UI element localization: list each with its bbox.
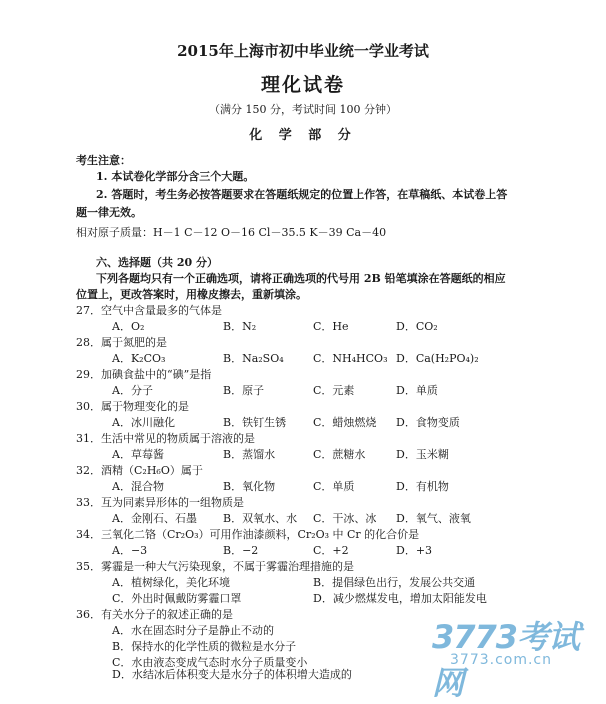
question-stem: 33．互为同素异形体的一组物质是 (76, 496, 244, 509)
question-stem: 35．雾霾是一种大气污染现象，不属于雾霾治理措施的是 (76, 560, 354, 573)
notice-item-1: 1. 本试卷化学部分含三个大题。 (96, 170, 255, 183)
question-option: B．蒸馏水 (223, 448, 276, 461)
section-instruction: 下列各题均只有一个正确选项，请将正确选项的代号用 2B 铅笔填涂在答题纸的相应 (96, 272, 506, 285)
question-option: C．水由液态变成气态时水分子质量变小 (112, 656, 308, 669)
question-option: D．有机物 (396, 480, 449, 493)
question-option: C．蔗糖水 (313, 448, 366, 461)
question-option: C．干冰、冰 (313, 512, 377, 525)
notice-heading: 考生注意： (76, 154, 131, 167)
section-instruction-cont: 位置上，更改答案时，用橡皮擦去，重新填涂。 (76, 288, 307, 301)
question-option: D．CO₂ (396, 320, 438, 333)
question-option: A．植树绿化，美化环境 (112, 576, 230, 589)
question-option: A．K₂CO₃ (112, 352, 166, 365)
question-option: B．提倡绿色出行，发展公共交通 (313, 576, 476, 589)
question-stem: 31．生活中常见的物质属于溶液的是 (76, 432, 255, 445)
question-option: D．食物变质 (396, 416, 460, 429)
question-option: A．金刚石、石墨 (112, 512, 197, 525)
question-option: A．O₂ (112, 320, 145, 333)
question-option: D．减少燃煤发电，增加太阳能发电 (313, 592, 487, 605)
exam-title: 2015年上海市初中毕业统一学业考试 (177, 42, 429, 60)
score-note: （满分 150 分，考试时间 100 分钟） (209, 103, 397, 116)
question-stem: 36．有关水分子的叙述正确的是 (76, 608, 233, 621)
question-stem: 30．属于物理变化的是 (76, 400, 189, 413)
notice-item-2: 2. 答题时，考生务必按答题要求在答题纸规定的位置上作答，在草稿纸、本试卷上答 (96, 188, 508, 201)
question-stem: 29．加碘食盐中的“碘”是指 (76, 368, 212, 381)
atomic-mass-line: 相对原子质量：H－1 C－12 O－16 Cl－35.5 K－39 Ca－40 (76, 226, 387, 239)
question-option: D．玉米糊 (396, 448, 449, 461)
question-option: B．原子 (223, 384, 265, 397)
question-option: B．氧化物 (223, 480, 276, 493)
question-option: B．−2 (223, 544, 259, 557)
section-title: 化 学 部 分 (249, 128, 357, 143)
question-option: A．分子 (112, 384, 153, 397)
watermark-url: 3773.com.cn (450, 652, 552, 668)
question-option: C．NH₄HCO₃ (313, 352, 388, 365)
paper-title: 理化试卷 (260, 74, 345, 96)
question-option: D．水结冰后体积变大是水分子的体积增大造成的 (112, 668, 352, 681)
question-stem: 27．空气中含量最多的气体是 (76, 304, 222, 317)
question-option: B．铁钉生锈 (223, 416, 287, 429)
question-option: B．双氧水、水 (223, 512, 298, 525)
question-option: D．单质 (396, 384, 438, 397)
site-watermark (432, 612, 602, 702)
question-option: C．单质 (313, 480, 355, 493)
section-heading: 六、选择题（共 20 分） (96, 256, 218, 269)
question-stem: 28．属于氮肥的是 (76, 336, 167, 349)
watermark-brand: 3773考试网 (432, 618, 580, 702)
question-option: A．草莓酱 (112, 448, 164, 461)
question-stem: 34．三氧化二铬（Cr₂O₃）可用作油漆颜料，Cr₂O₃ 中 Cr 的化合价是 (76, 528, 420, 541)
question-option: D．Ca(H₂PO₄)₂ (396, 352, 479, 365)
question-option: A．冰川融化 (112, 416, 175, 429)
question-option: B．N₂ (223, 320, 257, 333)
question-option: A．水在固态时分子是静止不动的 (112, 624, 274, 637)
question-option: C．蜡烛燃烧 (313, 416, 377, 429)
question-option: D．+3 (396, 544, 433, 557)
question-option: B．保持水的化学性质的微粒是水分子 (112, 640, 297, 653)
question-stem: 32．酒精（C₂H₆O）属于 (76, 464, 203, 477)
question-option: B．Na₂SO₄ (223, 352, 284, 365)
question-option: D．氧气、液氧 (396, 512, 471, 525)
question-option: A．混合物 (112, 480, 164, 493)
question-option: C．+2 (313, 544, 349, 557)
question-option: C．元素 (313, 384, 355, 397)
question-option: C．外出时佩戴防雾霾口罩 (112, 592, 242, 605)
question-option: A．−3 (112, 544, 148, 557)
question-option: C．He (313, 320, 349, 333)
notice-item-2-cont: 题一律无效。 (76, 206, 142, 219)
